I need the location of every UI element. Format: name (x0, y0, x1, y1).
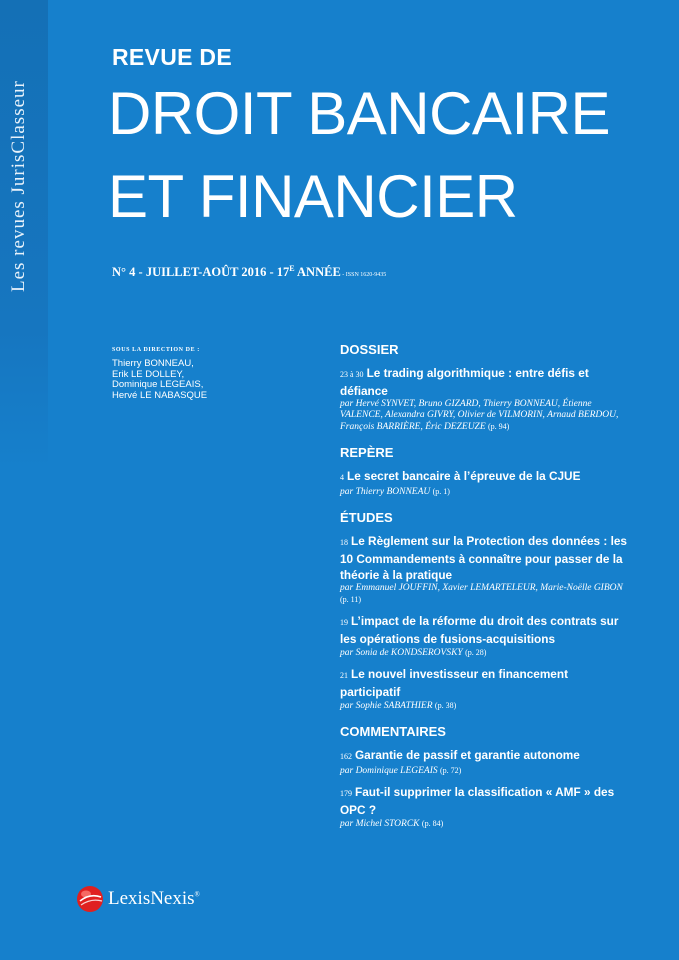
article-entry[interactable] (340, 533, 630, 606)
section-heading-repere: REPÈRE (340, 445, 394, 460)
director-name: Thierry BONNEAU, (112, 358, 194, 369)
article-number: 162 (340, 752, 352, 761)
article-number: 4 (340, 473, 344, 482)
issn: - ISSN 1620-9435 (340, 272, 387, 279)
article-entry[interactable] (340, 468, 630, 498)
article-authors: par Sophie SABATHIER (p. 38) (340, 701, 457, 711)
spine-label: Les revues JurisClasseur (8, 80, 29, 292)
section-heading-dossier: DOSSIER (340, 342, 399, 357)
article-authors: par Sonia de KONDSEROVSKY (p. 28) (340, 648, 487, 658)
section-heading-commentaires: COMMENTAIRES (340, 724, 446, 739)
article-entry[interactable] (340, 365, 630, 433)
direction-label: SOUS LA DIRECTION DE : (112, 347, 200, 353)
section-heading-etudes: ÉTUDES (340, 510, 393, 525)
title-prefix: REVUE DE (112, 44, 232, 70)
article-number: 18 (340, 538, 348, 547)
article-number: 179 (340, 789, 352, 798)
publisher-logo (76, 885, 200, 913)
article-authors: par Emmanuel JOUFFIN, Xavier LEMARTELEUR, Marie-Noëlle GIBON (p. 11) (340, 583, 623, 604)
director-name: Erik LE DOLLEY, (112, 368, 185, 380)
article-authors: par Michel STORCK (p. 84) (340, 819, 444, 829)
issue-year: ANNÉE (294, 265, 341, 280)
article-number: 21 (340, 671, 348, 680)
article-entry[interactable] (340, 784, 630, 830)
article-title[interactable]: 23 à 30 Le trading algorithmique : entre défis et défiance (340, 366, 589, 398)
article-title[interactable]: 19 L’impact de la réforme du droit des contrats sur les opérations de fusions-acquisitions (340, 614, 619, 646)
article-title[interactable]: 4 Le secret bancaire à l’épreuve de la CJUE (340, 469, 581, 483)
article-entry[interactable] (340, 666, 630, 712)
article-authors: par Hervé SYNVET, Bruno GIZARD, Thierry BONNEAU, Étienne VALENCE, Alexandra GIVRY, Olivier de VILMORIN, Arnaud BERDOU, François BARRIÈRE, Éric DEZEUZE (p. 94) (340, 399, 619, 432)
title-line-1: DROIT BANCAIRE (108, 80, 610, 147)
article-title[interactable]: 18 Le Règlement sur la Protection des données : les 10 Commandements à connaître pour passer de la théorie à la pratique (340, 534, 627, 582)
article-number: 19 (340, 618, 348, 627)
article-title[interactable]: 179 Faut-il supprimer la classification « AMF » des OPC ? (340, 785, 615, 817)
table-of-contents (340, 342, 630, 837)
title-line-2: ET FINANCIER (108, 163, 518, 230)
article-title[interactable]: 21 Le nouvel investisseur en financement participatif (340, 667, 568, 699)
article-number: 23 à 30 (340, 370, 364, 379)
article-authors: par Thierry BONNEAU (p. 1) (340, 487, 450, 497)
lexisnexis-globe-icon (76, 885, 104, 913)
issue-info (112, 264, 386, 280)
issue-sup: E (289, 264, 295, 273)
article-title[interactable]: 162 Garantie de passif et garantie autonome (340, 748, 580, 762)
article-entry[interactable] (340, 747, 630, 777)
article-authors: par Dominique LEGEAIS (p. 72) (340, 766, 462, 776)
spine-band (0, 0, 48, 470)
editorial-direction (112, 347, 207, 401)
article-entry[interactable] (340, 613, 630, 659)
director-name: Hervé LE NABASQUE (112, 389, 208, 401)
director-name: Dominique LEGEAIS, (112, 379, 204, 390)
issue-number: N° 4 - JUILLET-AOÛT 2016 - 17 (112, 265, 290, 280)
logo-wordmark: LexisNexis® (108, 888, 200, 909)
